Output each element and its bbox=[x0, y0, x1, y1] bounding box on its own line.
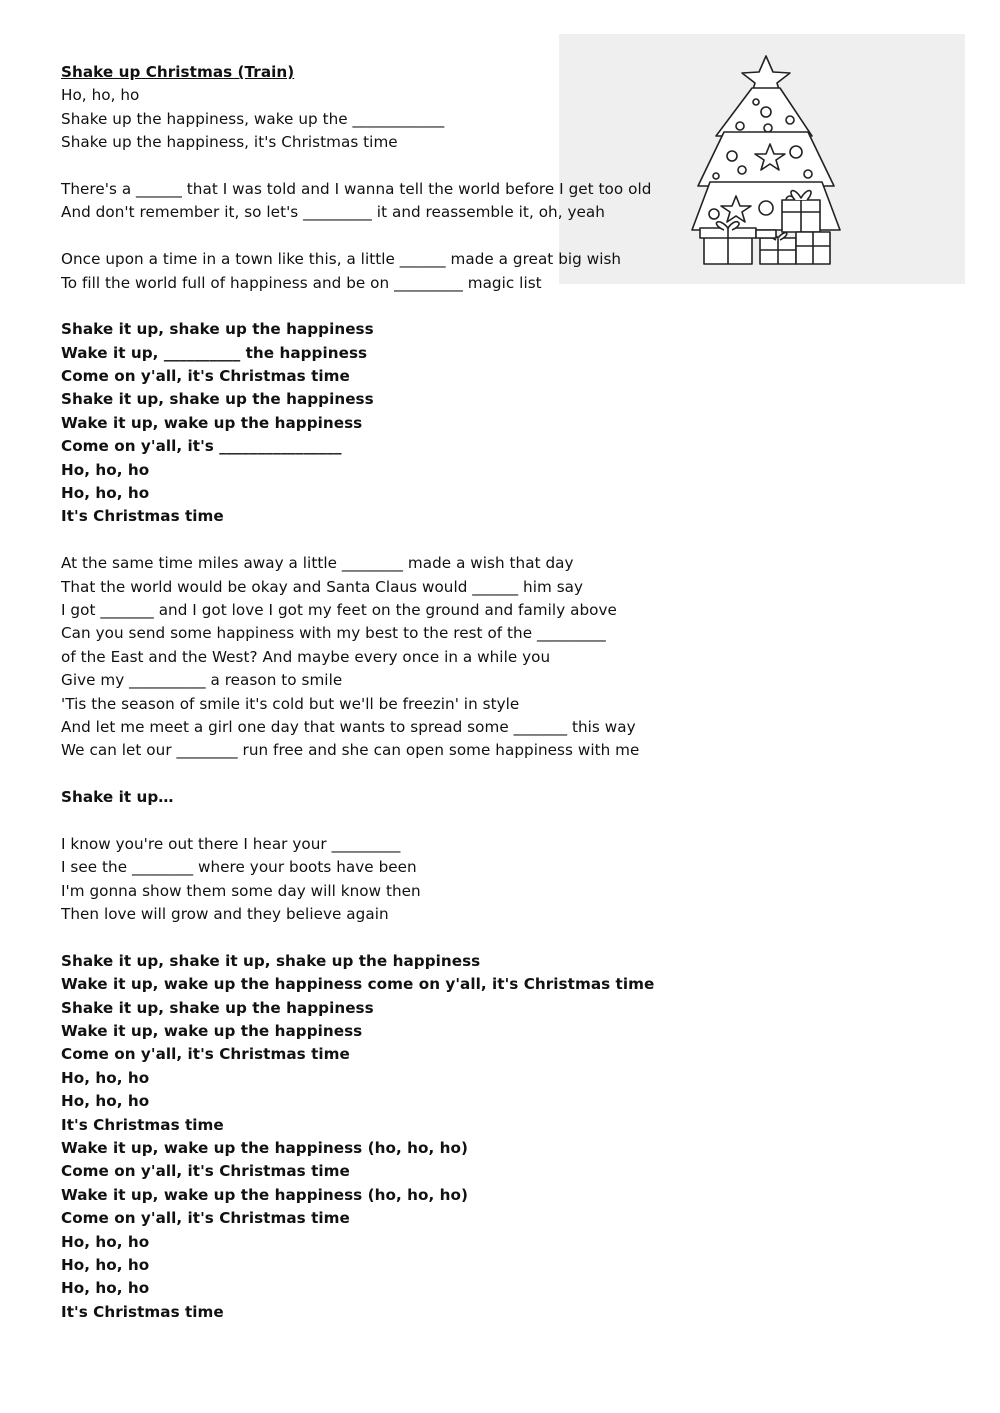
verse-line: We can let our ________ run free and she can open some happiness with me bbox=[61, 741, 640, 760]
verse-line: That the world would be okay and Santa Claus would ______ him say bbox=[61, 577, 584, 596]
chorus-line: It's Christmas time bbox=[61, 1302, 224, 1321]
verse-line: And let me meet a girl one day that wants to spread some _______ this way bbox=[61, 717, 636, 736]
chorus-line: Ho, ho, ho bbox=[61, 1279, 150, 1298]
stanza-gap bbox=[61, 926, 961, 949]
song-title: Shake up Christmas (Train) bbox=[61, 63, 295, 81]
lyrics-body bbox=[61, 61, 961, 1324]
chorus-line: Come on y'all, it's ________________ bbox=[61, 437, 342, 456]
stanza-gap bbox=[61, 810, 961, 833]
verse-line: There's a ______ that I was told and I wanna tell the world before I get too old bbox=[61, 179, 652, 198]
bridge-line: I see the ________ where your boots have been bbox=[61, 858, 417, 877]
chorus-line: Wake it up, wake up the happiness bbox=[61, 413, 363, 432]
verse-line: Can you send some happiness with my best to the rest of the _________ bbox=[61, 624, 606, 643]
verse-line: At the same time miles away a little ________ made a wish that day bbox=[61, 554, 574, 573]
chorus-line: Come on y'all, it's Christmas time bbox=[61, 1209, 350, 1228]
intro-line: Ho, ho, ho bbox=[61, 86, 140, 105]
chorus-line: Shake it up, shake it up, shake up the happiness bbox=[61, 951, 481, 970]
verse-line: To fill the world full of happiness and be on _________ magic list bbox=[61, 273, 542, 292]
chorus-line: Wake it up, __________ the happiness bbox=[61, 343, 368, 362]
stanza-gap bbox=[61, 529, 961, 552]
chorus-line: Wake it up, wake up the happiness come on y'all, it's Christmas time bbox=[61, 975, 655, 994]
stanza-gap bbox=[61, 225, 961, 248]
chorus-line: Shake it up, shake up the happiness bbox=[61, 390, 374, 409]
chorus-line: Shake it up, shake up the happiness bbox=[61, 998, 374, 1017]
verse-line: Give my __________ a reason to smile bbox=[61, 671, 343, 690]
chorus-reference: Shake it up… bbox=[61, 788, 174, 807]
bridge-line: Then love will grow and they believe again bbox=[61, 905, 389, 924]
verse-line: I got _______ and I got love I got my feet on the ground and family above bbox=[61, 600, 617, 619]
chorus-line: Ho, ho, ho bbox=[61, 460, 150, 479]
chorus-line: Ho, ho, ho bbox=[61, 1232, 150, 1251]
verse-line: Once upon a time in a town like this, a little ______ made a great big wish bbox=[61, 250, 622, 269]
verse-line: 'Tis the season of smile it's cold but we'll be freezin' in style bbox=[61, 694, 520, 713]
chorus-line: Shake it up, shake up the happiness bbox=[61, 320, 374, 339]
chorus-line: Come on y'all, it's Christmas time bbox=[61, 367, 350, 386]
verse-line: And don't remember it, so let's _________ it and reassemble it, oh, yeah bbox=[61, 203, 605, 222]
bridge-line: I'm gonna show them some day will know then bbox=[61, 881, 421, 900]
chorus-line: It's Christmas time bbox=[61, 507, 224, 526]
chorus-line: Come on y'all, it's Christmas time bbox=[61, 1162, 350, 1181]
stanza-gap bbox=[61, 155, 961, 178]
chorus-line: Ho, ho, ho bbox=[61, 1255, 150, 1274]
verse-line: of the East and the West? And maybe every once in a while you bbox=[61, 647, 551, 666]
chorus-line: Wake it up, wake up the happiness (ho, ho, ho) bbox=[61, 1185, 468, 1204]
intro-line: Shake up the happiness, wake up the ____________ bbox=[61, 109, 445, 128]
stanza-gap bbox=[61, 295, 961, 318]
chorus-line: It's Christmas time bbox=[61, 1115, 224, 1134]
chorus-line: Wake it up, wake up the happiness bbox=[61, 1022, 363, 1041]
stanza-gap bbox=[61, 763, 961, 786]
chorus-line: Wake it up, wake up the happiness (ho, ho, ho) bbox=[61, 1138, 468, 1157]
chorus-line: Come on y'all, it's Christmas time bbox=[61, 1045, 350, 1064]
intro-line: Shake up the happiness, it's Christmas time bbox=[61, 133, 398, 152]
bridge-line: I know you're out there I hear your _________ bbox=[61, 834, 401, 853]
chorus-line: Ho, ho, ho bbox=[61, 1068, 150, 1087]
chorus-line: Ho, ho, ho bbox=[61, 1092, 150, 1111]
chorus-line: Ho, ho, ho bbox=[61, 484, 150, 503]
